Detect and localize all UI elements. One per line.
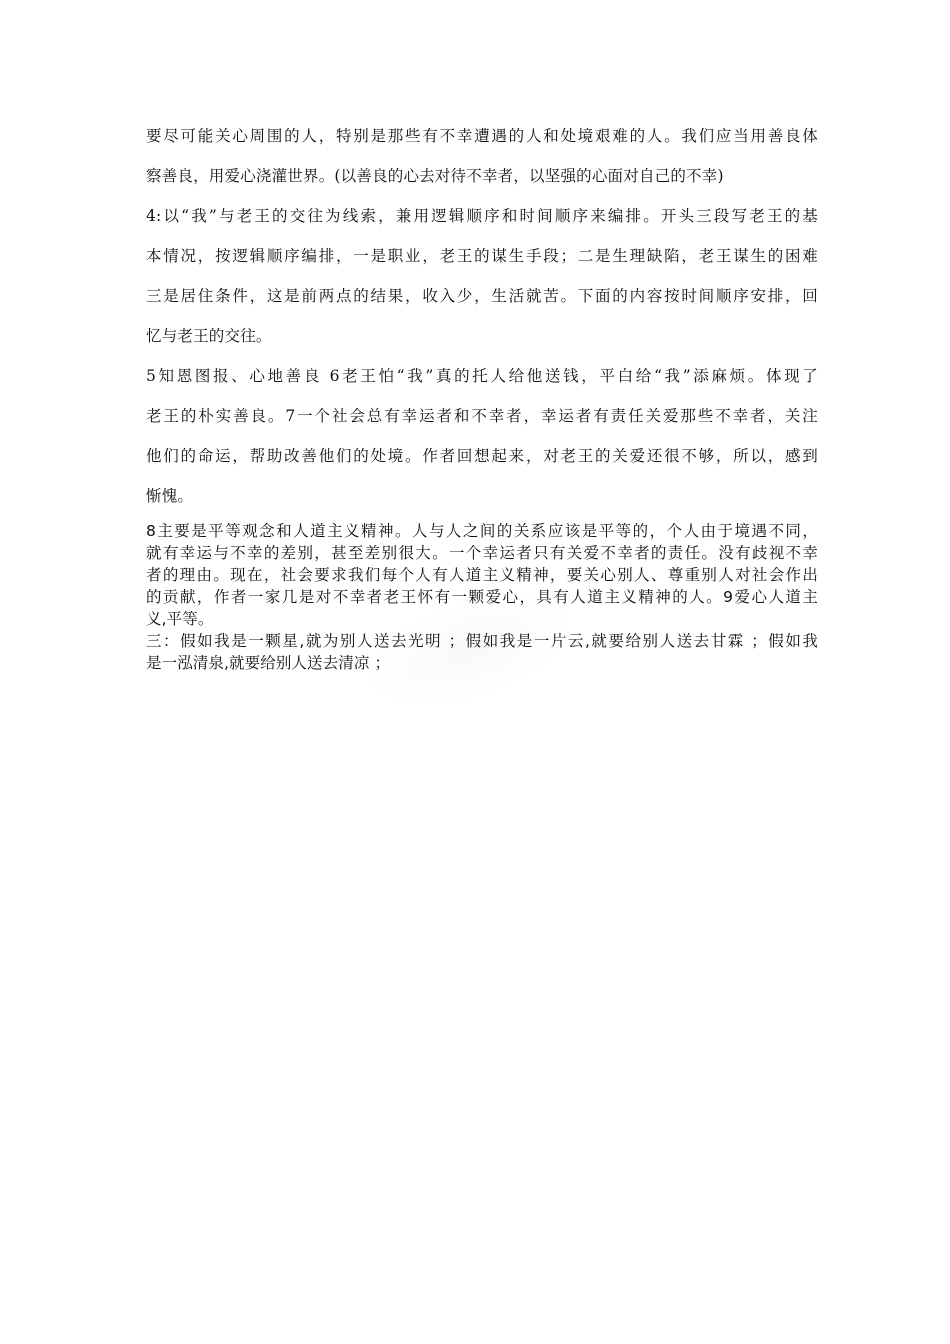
- text-line: 要尽可能关心周围的人，特别是那些有不幸遭遇的人和处境艰难的人。我们应当用善良体: [146, 127, 818, 145]
- text-line: 就有幸运与不幸的差别，甚至差别很大。一个幸运者只有关爱不幸者的责任。没有歧视不幸: [146, 544, 818, 562]
- text-line: 他们的命运，帮助改善他们的处境。作者回想起来，对老王的关爱还很不够，所以，感到: [146, 447, 818, 465]
- paragraph-answer-4: [146, 196, 818, 356]
- text-line: 老王的朴实善良。7一个社会总有幸运者和不幸者，幸运者有责任关爱那些不幸者，关注: [146, 407, 818, 425]
- paragraph-section-three: [146, 630, 818, 674]
- text-line: 三：假如我是一颗星,就为别人送去光明 ；假如我是一片云,就要给别人送去甘霖 ；假如我: [146, 632, 818, 650]
- text-line: 察善良，用爱心浇灌世界。(以善良的心去对待不幸者，以坚强的心面对自己的不幸): [146, 167, 724, 185]
- paragraph-answers-8-9: [146, 520, 818, 630]
- text-line: 忆与老王的交往。: [146, 327, 272, 345]
- paragraph-answers-5-7: [146, 356, 818, 516]
- text-line: 者的理由。现在，社会要求我们每个人有人道主义精神，要关心别人、尊重别人对社会作出: [146, 566, 818, 584]
- text-line: 三是居住条件，这是前两点的结果，收入少，生活就苦。下面的内容按时间顺序安排，回: [146, 287, 818, 305]
- text-line: 义,平等。: [146, 610, 214, 628]
- text-line: 惭愧。: [146, 487, 194, 505]
- text-line: 的贡献，作者一家几是对不幸者老王怀有一颗爱心，具有人道主义精神的人。9爱心人道主: [146, 588, 818, 606]
- paragraph-kindness: [146, 116, 818, 196]
- text-line: 本情况，按逻辑顺序编排，一是职业，老王的谋生手段；二是生理缺陷，老王谋生的困难: [146, 247, 818, 265]
- text-line: 4:以“我”与老王的交往为线索，兼用逻辑顺序和时间顺序来编排。开头三段写老王的基: [146, 207, 818, 225]
- text-line: 5知恩图报、心地善良 6老王怕“我”真的托人给他送钱，平白给“我”添麻烦。体现了: [146, 367, 818, 385]
- text-line: 是一泓清泉,就要给别人送去清凉 ；: [146, 654, 391, 672]
- text-line: 8主要是平等观念和人道主义精神。人与人之间的关系应该是平等的，个人由于境遇不同，: [146, 522, 818, 540]
